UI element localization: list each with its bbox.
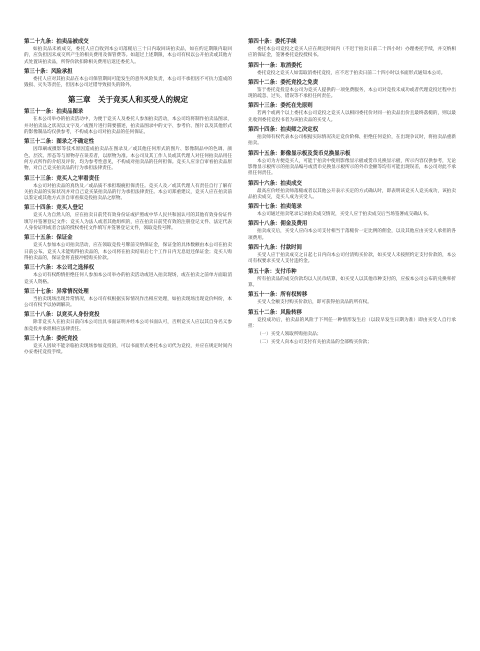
article-title: 第三十六条：本公司之选择权: [24, 265, 95, 272]
article-section: [248, 127, 456, 148]
article-title: 第三十五条：保证金: [24, 235, 73, 242]
article-section: [24, 139, 232, 172]
article-title: 第三十九条：委托竞投: [24, 336, 78, 343]
article-paragraph: 委托本公司竞投之竞买人应在规定时间内（不迟于拍卖日前二十四小时）办理委托手续，并交纳相应的保证金，签署委托竞投授权书。: [248, 47, 456, 59]
article-paragraph: 所有拍卖品的成交价款均以人民币结算，如买受人以其他币种支付的，应按本公司公布的兑换率折算。: [248, 276, 456, 288]
article-paragraph: 竞投成功后，拍卖品的风险于下列任一种情形发生后（以较早发生日期为准）即由买受人自行承担：: [248, 317, 456, 329]
article-title: 第三十三条：竞买人之审看责任: [24, 175, 100, 182]
article-paragraph: 拍卖师有权代表本公司根据实际情况决定竞价阶梯、拒绝任何竞价，在出现争议时，将拍卖品重新拍卖。: [248, 135, 456, 147]
article-paragraph: 本公司通过拍卖笔录记录拍卖成交情况，买受人应于拍卖成交后当场签署成交确认书。: [257, 212, 432, 218]
article-paragraph: 买受人全额支付购买价款后，即可获得拍卖品的所有权。: [257, 300, 372, 306]
article-paragraph: 拍卖成交后，买受人应向本公司支付相当于落槌价一定比例的佣金，以及其他应由买受人承担的各项费用。: [248, 229, 456, 241]
article-section: [248, 292, 456, 306]
article-paragraph: 因印刷或摄影等技术原因造成拍卖品在图录及／或其他任何形式的图片、影像制品中的色调、颜色、层次、形态等与原物存在误差者，以原物为准。本公司及其工作人员或其代理人对任何拍卖品用任何方式所作的介绍及评价，均为参考性意见，不构成对拍卖品的任何担保。竞买人应亲自审看拍卖品原物，对自己竞买拍卖品的行为承担法律责任。: [24, 147, 232, 172]
article-section: [248, 269, 456, 290]
article-section: [248, 103, 456, 124]
article-section: [24, 176, 232, 203]
article-section: [24, 205, 232, 232]
article-section: [24, 312, 232, 333]
article-section: [248, 221, 456, 242]
article-section: [248, 181, 456, 202]
article-title: 第五十一条：所有权转移: [248, 292, 308, 299]
chapter-heading: 第三章 关于竞买人和买受人的规定: [68, 95, 188, 105]
article-paragraph: 竞买人参加本公司拍卖活动，应在领取竞投号牌前交纳保证金，保证金的具体数额由本公司在拍卖日前公布。竞买人未能购得拍卖品的，本公司将在拍卖结束后七个工作日内无息退还保证金；竞买人购得拍卖品的，保证金将直接冲抵购买价款。: [24, 243, 232, 261]
article-section: [24, 109, 232, 136]
article-paragraph: 最高应价经拍卖师落槌或者以其他公开表示买定的方式确认时，即表明该竞买人竞买成功，该拍卖品拍卖成交，竞买人成为买受人。: [248, 188, 456, 200]
article-title: 第三十条：风险承担: [24, 68, 73, 75]
article-section: [248, 310, 456, 347]
article-paragraph: 委托竞投之竞买人如需取消委托竞投，应不迟于拍卖日前二十四小时以书面形式通知本公司。: [257, 70, 446, 76]
article-paragraph: 委托人应对其拍卖品在本公司保管期间可能发生的意外风险负责，本公司不承担因不可抗力造成的毁损、灭失等责任，但因本公司过错导致损失的除外。: [24, 76, 232, 89]
article-title: 第三十七条：异常情况处理: [24, 288, 89, 295]
article-title: 第三十八条：以竞买人身份竞投: [24, 312, 100, 319]
article-title: 第四十一条：取消委托: [248, 62, 302, 69]
article-title: 第四十六条：拍卖成交: [248, 180, 302, 187]
article-paragraph: 除非竞买人在拍卖日前向本公司出具书面证明并经本公司书面认可，否则竞买人应以其自身名义参加竞投并承担相应法律责任。: [24, 320, 232, 332]
article-title: 第四十八条：佣金及费用: [248, 221, 308, 228]
article-section: [24, 69, 232, 90]
article-title: 第二十九条：拍卖品被成交: [24, 39, 89, 45]
article-paragraph: （二）买受人向本公司支付有关拍卖品的全部购买价款；: [257, 340, 372, 346]
article-section: [248, 39, 456, 60]
right-column: [248, 36, 456, 651]
article-paragraph: 买受人应于拍卖成交之日起七日内向本公司付清购买价款，如买受人未按照约定支付价款的，本公司有权要求买受人支付违约金。: [248, 253, 456, 265]
article-section: [248, 245, 456, 266]
article-section: [248, 63, 456, 77]
article-title: 第四十九条：付款时间: [248, 245, 302, 252]
article-paragraph: 当拍卖现场出现异常情况，本公司有权根据实际情况作出相应处理，如拍卖现场出现竞价纠纷，本公司有权予以协调解决。: [24, 296, 232, 309]
article-paragraph: 竞买人为自然人的，应在拍卖日前凭有效身份证或护照或中华人民共和国认可的其他有效身份证件填写并签署登记文件；竞买人为法人或者其他组织的，应在拍卖日前凭有效的注册登记文件、法定代表人身份证明或者合法的授权委托文件填写并签署登记文件，领取竞投号牌。: [24, 213, 232, 232]
article-section: [24, 235, 232, 262]
article-title: 第三十一条：拍卖品图录: [24, 109, 84, 116]
article-section: [24, 336, 232, 357]
article-title: 第四十二条：委托竞投之免责: [248, 79, 319, 86]
article-title: 第五十条：支付币种: [248, 268, 297, 275]
article-title: 第四十四条：拍卖师之决定权: [248, 127, 319, 134]
article-title: 第四十条：委托手续: [248, 39, 297, 45]
article-paragraph: 本公司为方便竞买人，可能于拍卖中使用影像显示板或货币兑换显示板，所示内容仅供参考，无论影像显示板所示的拍卖品编号或货币兑换显示板所示的外币金额等均有可能出现误差，本公司对此不承担任何责任。: [248, 158, 456, 177]
article-title: 第三十二条：图录之不确定性: [24, 139, 95, 146]
article-paragraph: 若两个或两个以上委托本公司竞投之竞买人以相同委托价对同一拍卖品出价且最终落槌的，则以最先收到委托竞投书者为该拍卖品的买受人。: [248, 111, 456, 123]
article-paragraph: （一）买受人领取所购拍卖品；: [257, 332, 322, 338]
article-title: 第四十五条：影像显示板及货币兑换显示板: [248, 150, 351, 157]
article-paragraph: 鉴于委托竞投是本公司为竞买人提供的一项免费服务，本公司对竞投未成功或者代理竞投过程中出现的疏忽、过失、错误等不承担任何责任。: [248, 87, 456, 100]
article-section: [248, 151, 456, 178]
article-paragraph: 竞买人因故不能亲临拍卖现场参加竞投的，可以书面形式委托本公司代为竞投，并应在规定时间内办妥委托竞投手续。: [24, 344, 232, 356]
article-section: [24, 289, 232, 310]
article-paragraph: 本公司对拍卖品的真伪及／或品质不承担瑕疵担保责任。竞买人及／或其代理人有责任自行了解有关拍卖品的实际状况并对自己竞买某拍卖品的行为承担法律责任。本公司郑重建议，竞买人应在拍卖前以鉴定或其他方式亲自审看拟竞投拍卖品之原物。: [24, 183, 232, 202]
article-title: 第四十三条：委托在先原则: [248, 103, 313, 110]
article-paragraph: 如拍卖品未被成交，委托人应自收到本公司落槌后三十日内取回该拍卖品，如在约定期限内取回的，应负担因未成交所产生的相关费用及保管费等。如超过上述期限，本公司有权以公开拍卖或其他方式处置该拍卖品，所得价款扣除相关费用后返还委托人。: [24, 47, 232, 65]
left-column: [24, 36, 232, 651]
article-title: 第五十二条：风险转移: [248, 309, 302, 316]
article-paragraph: 在本公司举办的拍卖活动中，为便于竞买人及委托人参加拍卖活动，本公司均将制作拍卖品图录，并对拍卖品之状况以文字及／或图片进行简要描述，拍卖品图录中的文字、参考价、图片以及其他形式的影像制品均仅供参考，不构成本公司对拍卖品的任何保证。: [24, 117, 232, 136]
article-section: [24, 265, 232, 286]
article-section: [248, 204, 456, 218]
article-paragraph: 本公司有权酌情拒绝任何人参加本公司举办的拍卖活动或进入拍卖现场，或在拍卖之前单方面取消竞买人资格。: [24, 273, 232, 285]
article-section: [248, 80, 456, 101]
article-title: 第三十四条：竞买人登记: [24, 205, 84, 212]
article-section: [24, 39, 232, 66]
article-title: 第四十七条：拍卖笔录: [248, 204, 302, 211]
